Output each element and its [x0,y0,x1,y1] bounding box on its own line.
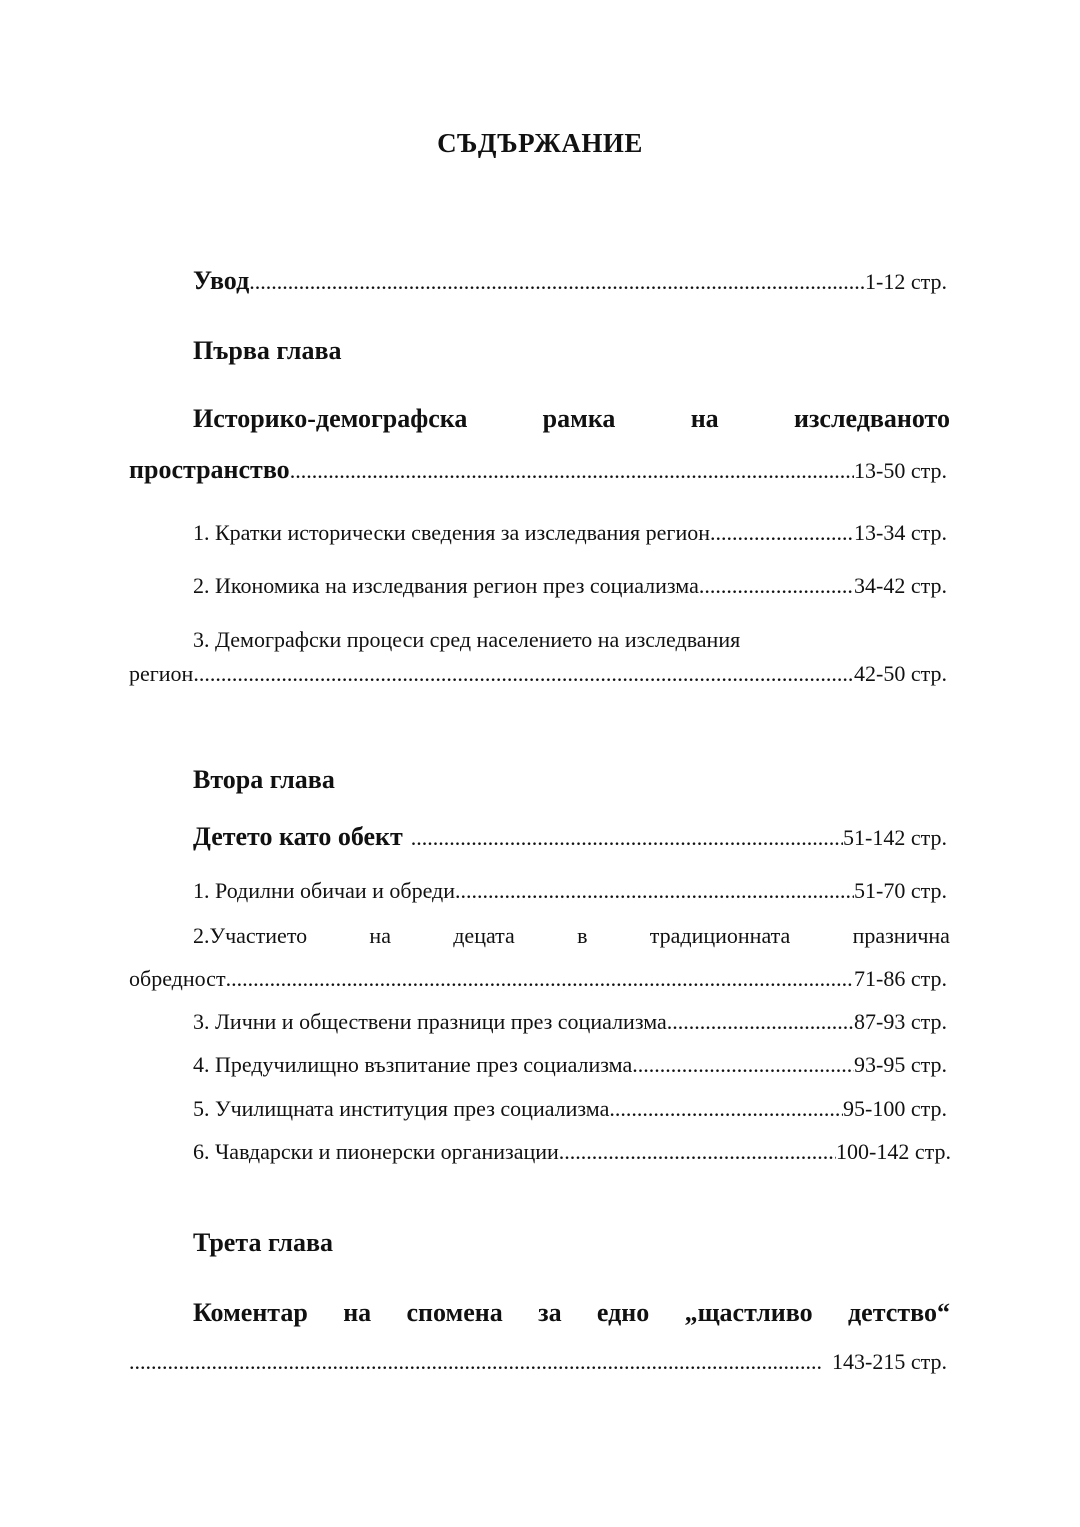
toc-subentry [193,878,947,904]
page-range: 13-50 стр. [854,458,947,483]
page-range: 51-70 стр. [854,878,947,903]
toc-entry-label: 5. Училищната институция през социализма [193,1096,610,1121]
entry-word: 2.Участието [193,923,308,948]
leader-dots [226,966,854,992]
page-range: 13-34 стр. [854,520,947,545]
leader-dots [193,661,854,687]
title-word: Историко-демографска [193,404,468,433]
leader-dots [290,458,854,484]
toc-entry-chapter3 [129,1349,947,1375]
page-range: 71-86 стр. [854,966,947,991]
title-word: „щастливо [684,1298,813,1327]
title-word: детство“ [848,1298,950,1327]
title-word: спомена [406,1298,503,1327]
toc-entry-intro [193,266,947,296]
toc-entry-label: 2. Икономика на изследвания регион през социализма [193,573,699,598]
chapter-title-line [193,404,950,434]
toc-entry-label: обредност [129,966,226,991]
leader-dots [667,1009,854,1035]
toc-entry-label: 1. Кратки исторически сведения за изследвания регион [193,520,710,545]
title-word: на [343,1298,372,1327]
page-range: 93-95 стр. [854,1052,947,1077]
toc-subentry-line: 3. Демографски процеси сред населението на изследвания [193,627,741,652]
title-word: рамка [542,404,616,433]
page-range: 51-142 стр. [843,825,947,850]
chapter-heading: Втора глава [193,765,335,794]
title-word: изследваното [793,404,950,433]
toc-entry-label: 3. Лични и обществени празници през социализма [193,1009,667,1034]
leader-dots [455,878,854,904]
toc-subentry [193,573,947,599]
toc-entry-chapter2 [193,822,947,852]
toc-subentry [193,1009,947,1035]
entry-word: традиционната [649,923,791,948]
leader-dots [632,1052,854,1078]
leader-dots [559,1139,836,1165]
leader-dots [609,1096,843,1122]
title-word: на [690,404,719,433]
toc-entry-label: 1. Родилни обичаи и обреди [193,878,456,903]
leader-dots [710,520,854,546]
title-word: Коментар [193,1298,308,1327]
page-title: СЪДЪРЖАНИЕ [437,128,643,158]
page-range: 143-215 стр. [832,1349,947,1374]
toc-subentry [193,1052,947,1078]
toc-entry-label: пространство [129,455,290,484]
toc-entry-label: регион [129,661,194,686]
page-range: 1-12 стр. [865,269,947,294]
page-range: 95-100 стр. [843,1096,947,1121]
chapter-heading: Трета глава [193,1228,334,1257]
leader-dots [129,1349,822,1375]
entry-word: в [577,923,588,948]
page-range: 100-142 стр. [836,1139,951,1164]
leader-dots [411,825,843,851]
toc-entry-label: 6. Чавдарски и пионерски организации [193,1139,559,1164]
chapter-heading: Първа глава [193,336,342,365]
leader-dots [699,573,854,599]
title-word: едно [596,1298,650,1327]
entry-word: празнична [852,923,950,948]
toc-subentry [129,966,947,992]
toc-entry-label: Детето като обект [193,822,403,851]
page-range: 87-93 стр. [854,1009,947,1034]
entry-word: децата [453,923,515,948]
page-range: 34-42 стр. [854,573,947,598]
title-word: за [538,1298,562,1327]
toc-subentry [193,1139,951,1165]
page-range: 42-50 стр. [854,661,947,686]
chapter-title-line [193,1298,950,1328]
toc-subentry-line [193,923,950,949]
leader-dots [249,269,865,295]
toc-subentry [193,1096,947,1122]
toc-entry-label: 4. Предучилищно възпитание през социализма [193,1052,633,1077]
toc-subentry [193,520,947,546]
toc-entry-label: Увод [193,266,250,295]
toc-entry-chapter1 [129,455,947,485]
toc-subentry [129,661,947,687]
entry-word: на [369,923,391,948]
